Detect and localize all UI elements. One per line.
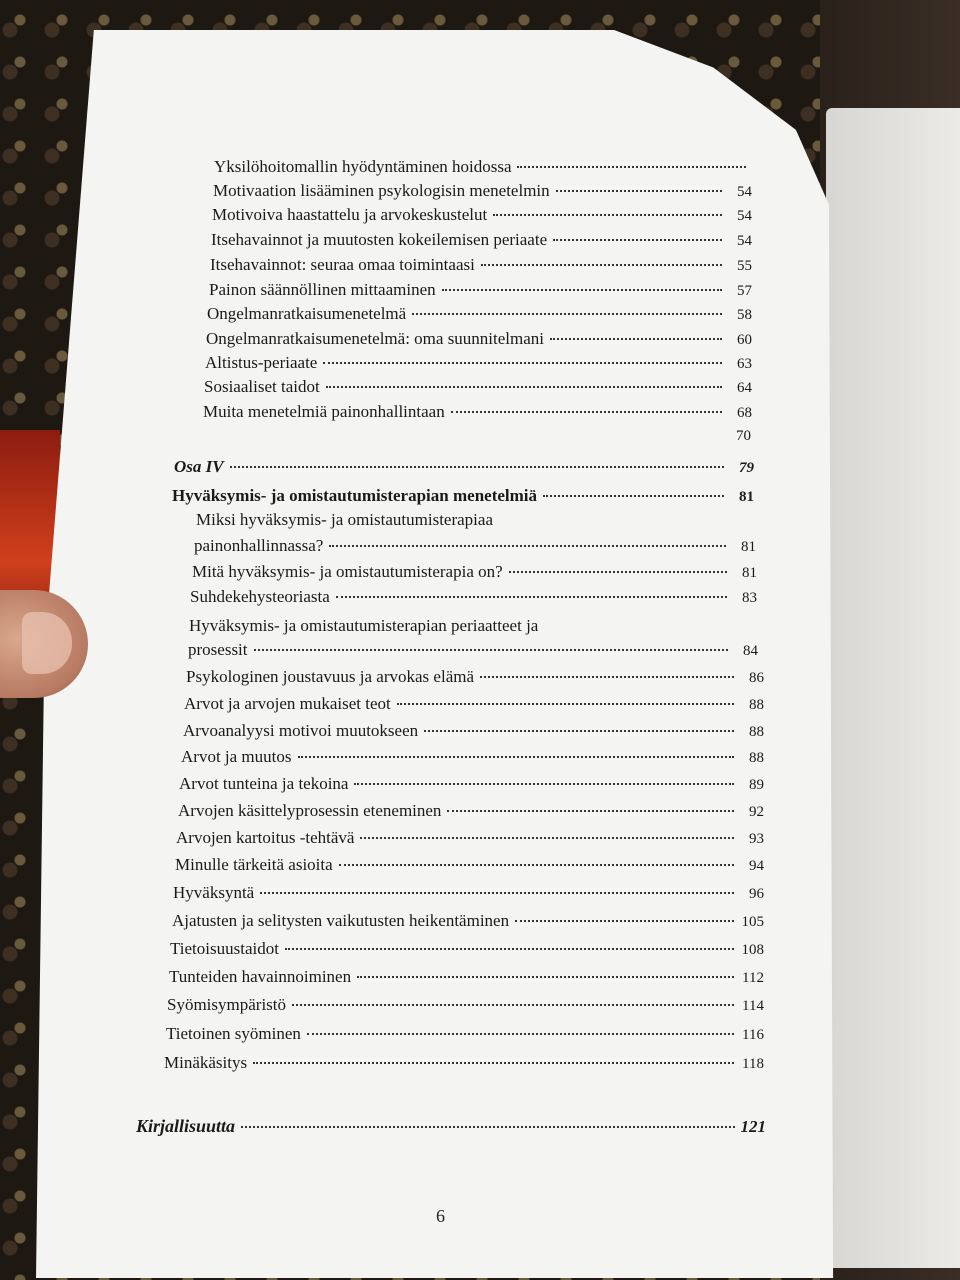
dot-leader xyxy=(493,214,722,216)
toc-row xyxy=(173,881,764,909)
toc-entry-title: Motivoiva haastattelu ja arvokeskustelut xyxy=(212,205,488,224)
dot-leader xyxy=(442,289,722,291)
toc-entry-title: Osa IV xyxy=(174,457,224,476)
dot-leader xyxy=(360,837,734,839)
toc-entry-page: 54 xyxy=(737,208,752,224)
toc-row xyxy=(212,203,752,231)
toc-entry-title: Sosiaaliset taidot xyxy=(204,377,320,396)
dot-leader xyxy=(550,338,722,340)
toc-row-wrapped xyxy=(194,534,756,562)
toc-entry-title: Kirjallisuutta xyxy=(136,1116,236,1136)
toc-entry-page: 94 xyxy=(749,858,764,874)
toc-entry-page: 105 xyxy=(741,914,764,930)
toc-entry-page: 81 xyxy=(739,489,754,505)
dot-leader xyxy=(292,1004,734,1006)
toc-entry-title: Tietoisuustaidot xyxy=(170,939,279,958)
toc-row xyxy=(184,692,764,720)
toc-entry-title: Tunteiden havainnoiminen xyxy=(169,967,352,986)
toc-row xyxy=(207,302,752,330)
toc-entry-title: Hyväksyntä xyxy=(173,883,255,902)
dot-leader xyxy=(397,703,734,705)
toc-row xyxy=(183,719,764,747)
toc-entry-page: 63 xyxy=(737,356,752,372)
toc-entry-page: 81 xyxy=(741,539,756,555)
toc-entry-page: 114 xyxy=(742,998,764,1014)
toc-entry-title: Itsehavainnot ja muutosten kokeilemisen periaate xyxy=(211,230,548,249)
toc-entry-page: 55 xyxy=(737,258,752,274)
toc-row xyxy=(178,799,764,827)
toc-row xyxy=(181,745,764,773)
toc-entry-page: 88 xyxy=(749,697,764,713)
dot-leader xyxy=(254,649,729,651)
toc-row xyxy=(175,853,764,881)
dot-leader xyxy=(336,596,727,598)
toc-entry-page: 108 xyxy=(741,942,764,958)
toc-entry-title: Hyväksymis- ja omistautumisterapian menetelmiä xyxy=(172,486,538,505)
toc-entry-title: Psykologinen joustavuus ja arvokas elämä xyxy=(186,667,475,686)
toc-entry-title: Arvoanalyysi motivoi muutokseen xyxy=(183,721,419,740)
toc-trailing-page: 70 xyxy=(736,428,751,444)
dot-leader xyxy=(451,411,722,413)
toc-entry-title: Muita menetelmiä painonhallintaan xyxy=(203,402,445,421)
toc-entry-page: 112 xyxy=(742,970,764,986)
dot-leader xyxy=(307,1033,734,1035)
toc-entry-page: 83 xyxy=(742,590,757,606)
toc-entry-page: 54 xyxy=(737,233,752,249)
toc-row xyxy=(179,772,764,800)
toc-row xyxy=(204,375,752,403)
toc-entry-page: 54 xyxy=(737,184,752,200)
toc-entry-page: 116 xyxy=(742,1027,764,1043)
toc-entry-title: Arvojen kartoitus -tehtävä xyxy=(176,828,355,847)
toc-entry-title-line1: Hyväksymis- ja omistautumisterapian periaatteet ja xyxy=(189,616,539,635)
toc-row xyxy=(167,993,764,1021)
page-number: 6 xyxy=(436,1206,445,1226)
toc-entry-page: 118 xyxy=(742,1056,764,1072)
toc-entry-title: Ongelmanratkaisumenetelmä: oma suunnitelmani xyxy=(206,329,545,348)
toc-entry-page: 121 xyxy=(740,1117,766,1136)
toc-entry-page: 89 xyxy=(749,777,764,793)
dot-leader xyxy=(339,864,734,866)
toc-entry-title: Ajatusten ja selitysten vaikutusten heikentäminen xyxy=(172,911,510,930)
toc-entry-page: 64 xyxy=(737,380,752,396)
dot-leader xyxy=(424,730,734,732)
dot-leader xyxy=(357,976,734,978)
dot-leader xyxy=(285,948,734,950)
toc-row xyxy=(176,826,764,854)
dot-leader xyxy=(517,166,746,168)
dot-leader xyxy=(515,920,734,922)
toc-entry-title: Arvot ja muutos xyxy=(181,747,292,766)
toc-entry-title: Itsehavainnot: seuraa omaa toimintaasi xyxy=(210,255,475,274)
toc-entry-page: 88 xyxy=(749,750,764,766)
dot-leader xyxy=(241,1126,734,1128)
toc-entry-title: Syömisympäristö xyxy=(167,995,287,1014)
dot-leader xyxy=(543,495,724,497)
toc-entry-title: Arvot ja arvojen mukaiset teot xyxy=(184,694,391,713)
toc-row-wrapped xyxy=(188,638,758,666)
next-page-edge xyxy=(826,108,960,1268)
toc-entry-title: Minulle tärkeitä asioita xyxy=(175,855,333,874)
toc-row xyxy=(190,585,757,613)
dot-leader xyxy=(326,386,722,388)
dot-leader xyxy=(260,892,734,894)
dot-leader xyxy=(553,239,722,241)
dot-leader xyxy=(481,264,722,266)
toc-entry-title: Altistus-periaate xyxy=(205,353,318,372)
dot-leader xyxy=(230,466,724,468)
dot-leader xyxy=(298,756,735,758)
dot-leader xyxy=(412,313,722,315)
toc-entry-title: Yksilöhoitomallin hyödyntäminen hoidossa xyxy=(214,157,512,176)
dot-leader xyxy=(354,783,734,785)
toc-row xyxy=(192,560,757,588)
toc-entry-page: 93 xyxy=(749,831,764,847)
toc-entry-title: Motivaation lisääminen psykologisin menetelmin xyxy=(213,181,550,200)
toc-entry-page: 88 xyxy=(749,724,764,740)
toc-entry-title: Ongelmanratkaisumenetelmä xyxy=(207,304,407,323)
toc-entry-title: Minäkäsitys xyxy=(164,1053,248,1072)
dot-leader xyxy=(480,676,734,678)
dot-leader xyxy=(509,571,727,573)
toc-entry-page: 84 xyxy=(743,643,758,659)
toc-row xyxy=(164,1051,764,1079)
toc-row xyxy=(169,965,764,993)
toc-entry-page: 96 xyxy=(749,886,764,902)
toc-row xyxy=(170,937,764,965)
toc-row xyxy=(186,665,764,693)
toc-row xyxy=(211,228,752,256)
bibliography-heading xyxy=(136,1114,766,1142)
toc-row xyxy=(203,400,752,428)
dot-leader xyxy=(253,1062,734,1064)
toc-row xyxy=(172,909,764,937)
toc-entry-page: 58 xyxy=(737,307,752,323)
dot-leader xyxy=(447,810,734,812)
toc-entry-title: Mitä hyväksymis- ja omistautumisterapia on? xyxy=(192,562,503,581)
toc-entry-page: 92 xyxy=(749,804,764,820)
toc-entry-page: 68 xyxy=(737,405,752,421)
toc-entry-page: 81 xyxy=(742,565,757,581)
toc-entry-title: Arvot tunteina ja tekoina xyxy=(179,774,349,793)
dot-leader xyxy=(323,362,722,364)
toc-entry-title: Arvojen käsittelyprosessin eteneminen xyxy=(178,801,442,820)
dot-leader xyxy=(556,190,722,192)
part-heading xyxy=(174,455,754,483)
toc-entry-title-line1: Miksi hyväksymis- ja omistautumisterapiaa xyxy=(196,510,493,529)
dot-leader xyxy=(329,545,726,547)
toc-entry-title: painonhallinnassa? xyxy=(194,536,324,555)
toc-entry-title: prosessit xyxy=(188,640,248,659)
toc-row xyxy=(210,253,752,281)
toc-entry-title: Tietoinen syöminen xyxy=(166,1024,301,1043)
toc-entry-page: 86 xyxy=(749,670,764,686)
toc-entry-page: 57 xyxy=(737,283,752,299)
toc-entry-page: 60 xyxy=(737,332,752,348)
toc-row xyxy=(166,1022,764,1050)
toc-entry-title: Suhdekehysteoriasta xyxy=(190,587,330,606)
toc-entry-page: 79 xyxy=(739,460,754,476)
toc-entry-title: Painon säännöllinen mittaaminen xyxy=(209,280,436,299)
